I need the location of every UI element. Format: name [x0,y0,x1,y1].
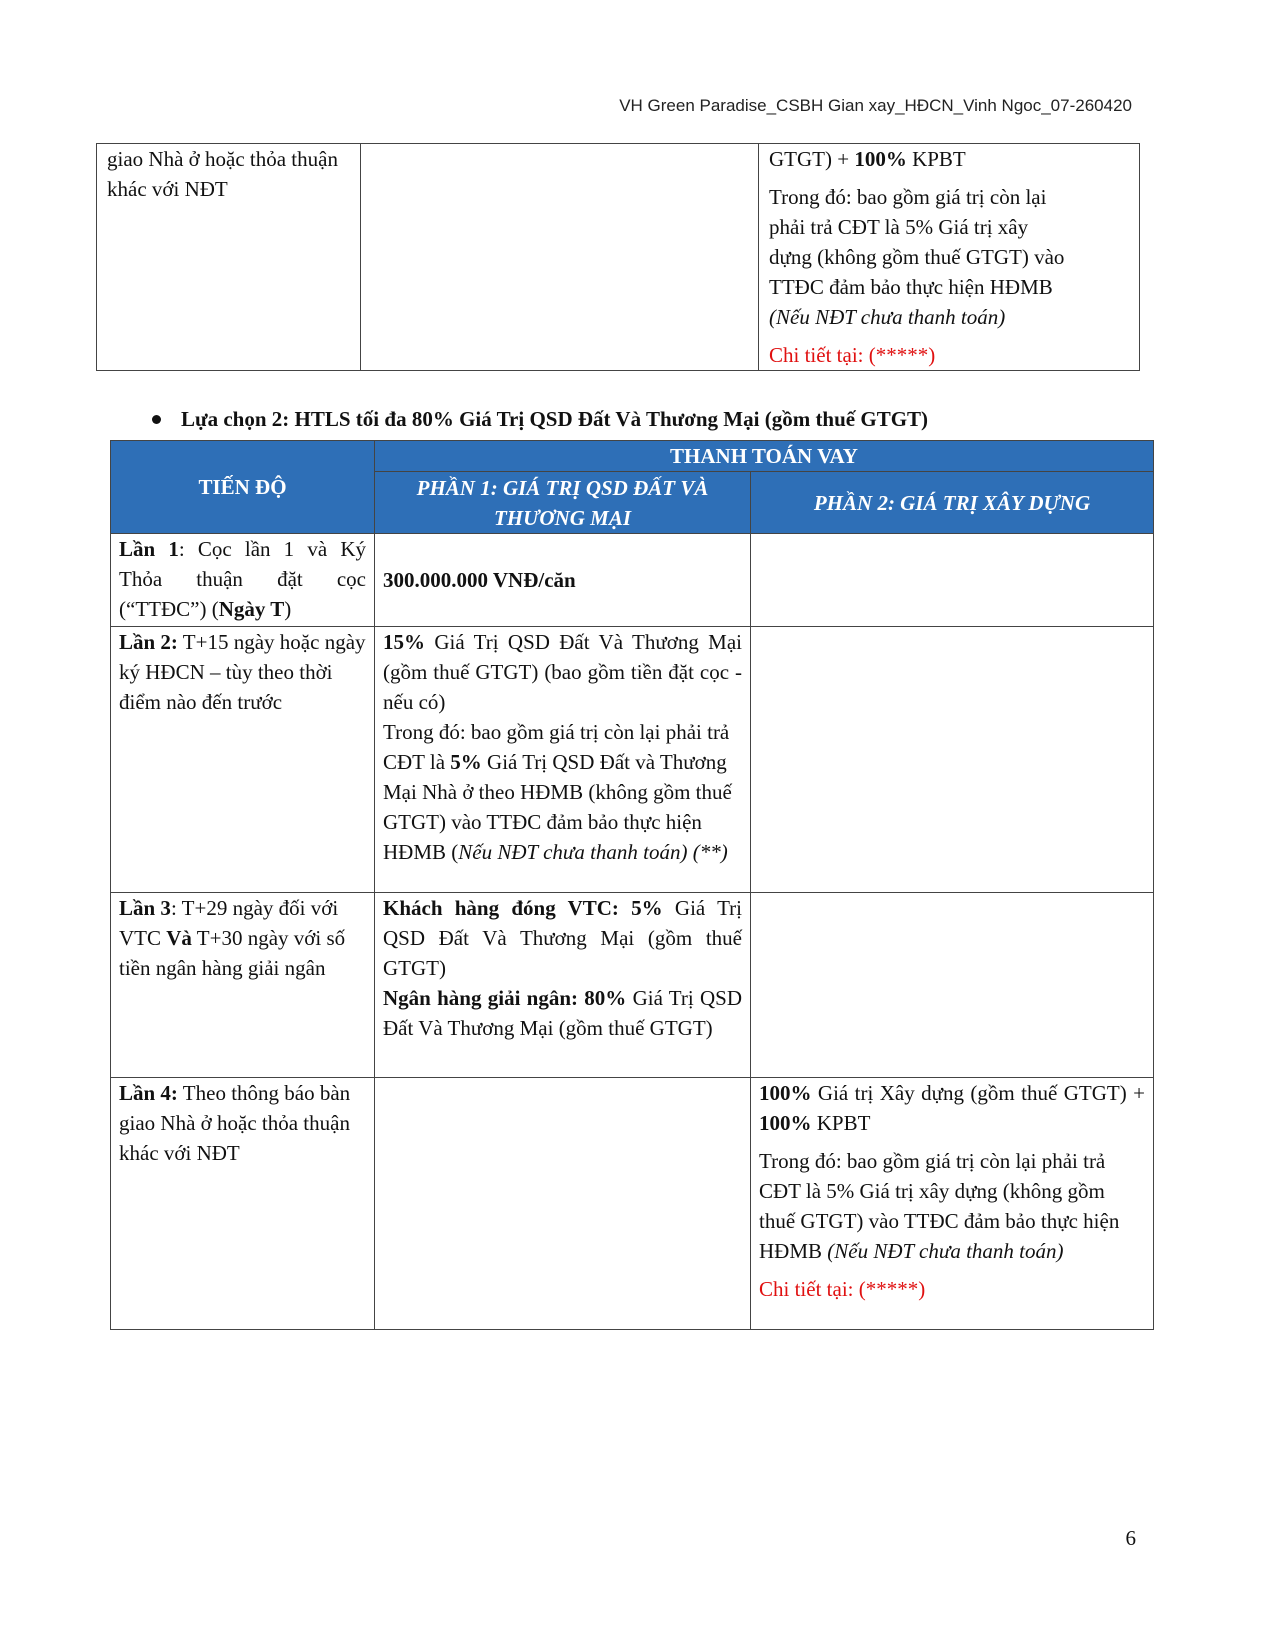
header-thanh-toan-vay: THANH TOÁN VAY [375,441,1154,472]
header-phan-2: PHẦN 2: GIÁ TRỊ XÂY DỰNG [751,472,1154,534]
progress-cell [97,144,361,371]
document-header: VH Green Paradise_CSBH Gian xay_HĐCN_Vinh Ngoc_07-260420 [619,96,1132,115]
row-3-phan-1: Khách hàng đóng VTC: 5% Giá Trị QSD Đất Và Thương Mại (gồm thuế GTGT) Ngân hàng giải ngân: 80% Giá Trị QSD Đất Và Thương Mại (gồm thuế GTGT) [375,893,751,1078]
bullet-icon [152,415,161,424]
row-1-phan-2 [751,534,1154,627]
text-line: phải trả CĐT là 5% Giá trị xây [769,215,1029,239]
page-number: 6 [1125,1526,1136,1550]
text-line: Trong đó: bao gồm giá trị còn lại [769,185,1047,209]
row-4-progress: Lần 4: Theo thông báo bàn giao Nhà ở hoặc thỏa thuận khác với NĐT [111,1078,375,1330]
text-line: giao Nhà ở hoặc thỏa thuận [107,147,338,171]
construction-value-cell [759,144,1140,371]
header-phan-1: PHẦN 1: GIÁ TRỊ QSD ĐẤT VÀ THƯƠNG MẠI [375,472,751,534]
option-2-heading: Lựa chọn 2: HTLS tối đa 80% Giá Trị QSD Đất Và Thương Mại (gồm thuế GTGT) [152,407,928,432]
row-2-phan-1: 15% Giá Trị QSD Đất Và Thương Mại (gồm thuế GTGT) (bao gồm tiền đặt cọc - nếu có) Trong đó: bao gồm giá trị còn lại phải trả CĐT là 5% Giá Trị QSD Đất và Thương Mại Nhà ở theo HĐMB (không gồm thuế GTGT) vào TTĐC đảm bảo thực hiện HĐMB (Nếu NĐT chưa thanh toán) (**) [375,627,751,893]
text-line: dựng (không gồm thuế GTGT) vào [769,245,1065,269]
header-tien-do: TIẾN ĐỘ [111,441,375,534]
row-1-progress: Lần 1: Cọc lần 1 và Ký Thỏa thuận đặt cọc (“TTĐC”) (Ngày T) [111,534,375,627]
payment-schedule-table [110,440,1154,1330]
row-1-phan-1: 300.000.000 VNĐ/căn [375,534,751,627]
row-4-phan-1 [375,1078,751,1330]
row-4-phan-2: 100% Giá trị Xây dựng (gồm thuế GTGT) + 100% KPBT Trong đó: bao gồm giá trị còn lại phải trả CĐT là 5% Giá trị xây dựng (không gồm thuế GTGT) vào TTĐC đảm bảo thực hiện HĐMB (Nếu NĐT chưa thanh toán) Chi tiết tại: (*****) [751,1078,1154,1330]
continuation-table [96,143,1140,371]
detail-reference: Chi tiết tại: (*****) [759,1277,926,1301]
note-text: (Nếu NĐT chưa thanh toán) [769,305,1006,329]
payment-line: GTGT) + 100% KPBT [769,147,966,171]
row-3-phan-2 [751,893,1154,1078]
text-line: khác với NĐT [107,177,228,201]
row-3-progress: Lần 3: T+29 ngày đối với VTC Và T+30 ngày với số tiền ngân hàng giải ngân [111,893,375,1078]
empty-cell [361,144,759,371]
text-line: TTĐC đảm bảo thực hiện HĐMB [769,275,1053,299]
row-2-phan-2 [751,627,1154,893]
detail-reference: Chi tiết tại: (*****) [769,343,936,367]
row-2-progress: Lần 2: T+15 ngày hoặc ngày ký HĐCN – tùy theo thời điểm nào đến trước [111,627,375,893]
